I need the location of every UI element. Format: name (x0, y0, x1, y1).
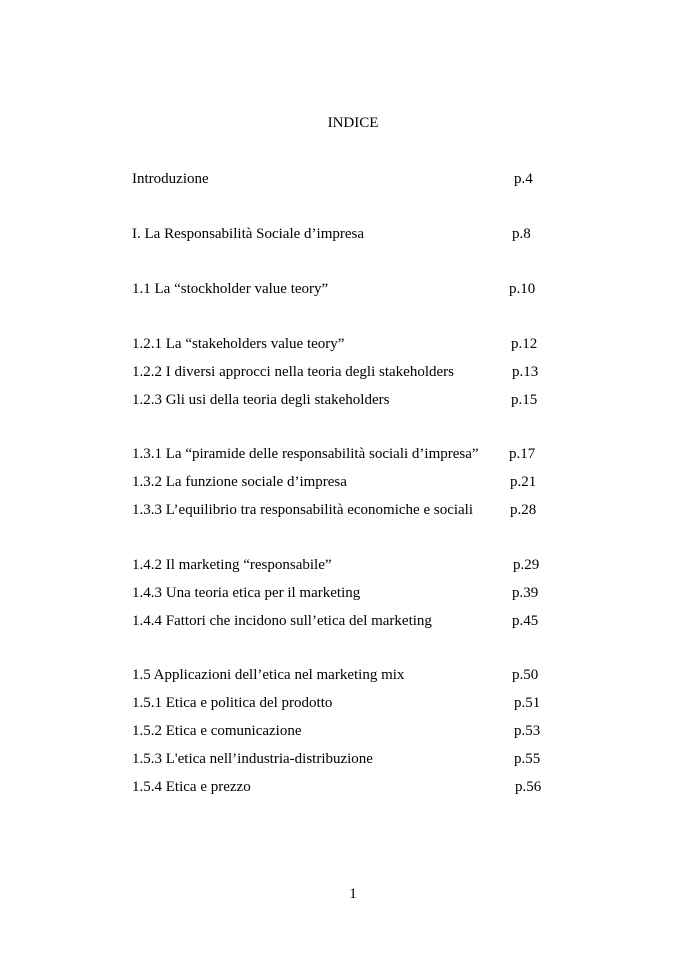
toc-entry-label: 1.3.2 La funzione sociale d’impresa (132, 474, 347, 490)
toc-entry-page: p.8 (512, 226, 531, 242)
toc-entry-page: p.29 (513, 557, 540, 573)
toc-entry-page: p.28 (510, 502, 537, 518)
toc-entry-label: 1.2.3 Gli usi della teoria degli stakeholders (132, 392, 390, 408)
toc-entry-label: Introduzione (132, 171, 209, 187)
toc-entry-page: p.10 (509, 281, 536, 297)
toc-entry-page: p.17 (509, 446, 536, 462)
toc-entry-page: p.55 (514, 751, 541, 767)
toc-entry-page: p.4 (514, 171, 533, 187)
toc-entry-label: 1.4.2 Il marketing “responsabile” (132, 557, 332, 573)
page-title: INDICE (327, 115, 379, 131)
toc-entry-label: 1.2.1 La “stakeholders value teory” (132, 336, 345, 352)
toc-entry-label: 1.2.2 I diversi approcci nella teoria degli stakeholders (132, 364, 454, 380)
toc-entry-page: p.12 (511, 336, 538, 352)
toc-entry-page: p.13 (512, 364, 539, 380)
toc-entry-page: p.53 (514, 723, 541, 739)
toc-entry-page: p.56 (515, 779, 542, 795)
toc-entry-page: p.45 (512, 613, 539, 629)
toc-entry-label: 1.5.3 L'etica nell’industria-distribuzione (132, 751, 373, 767)
toc-entry-label: 1.3.3 L’equilibrio tra responsabilità economiche e sociali (132, 502, 474, 518)
toc-entry-page: p.15 (511, 392, 538, 408)
toc-entry-page: p.50 (512, 667, 539, 683)
toc-entry-label: 1.5.1 Etica e politica del prodotto (132, 695, 333, 711)
toc-entry-page: p.51 (514, 695, 541, 711)
toc-entry-label: 1.5 Applicazioni dell’etica nel marketing mix (132, 667, 405, 683)
toc-entry-label: 1.5.2 Etica e comunicazione (132, 723, 302, 739)
toc-entry-label: 1.3.1 La “piramide delle responsabilità sociali d’impresa” (132, 446, 479, 462)
toc-entry-label: 1.4.4 Fattori che incidono sull’etica del marketing (132, 613, 432, 629)
toc-entry-page: p.21 (510, 474, 537, 490)
page-number: 1 (349, 886, 357, 902)
toc-entry-label: 1.5.4 Etica e prezzo (132, 779, 251, 795)
toc-entry-page: p.39 (512, 585, 539, 601)
toc-entry-label: 1.1 La “stockholder value teory” (132, 281, 329, 297)
toc-entry-label: 1.4.3 Una teoria etica per il marketing (132, 585, 361, 601)
toc-entry-label: I. La Responsabilità Sociale d’impresa (132, 226, 365, 242)
